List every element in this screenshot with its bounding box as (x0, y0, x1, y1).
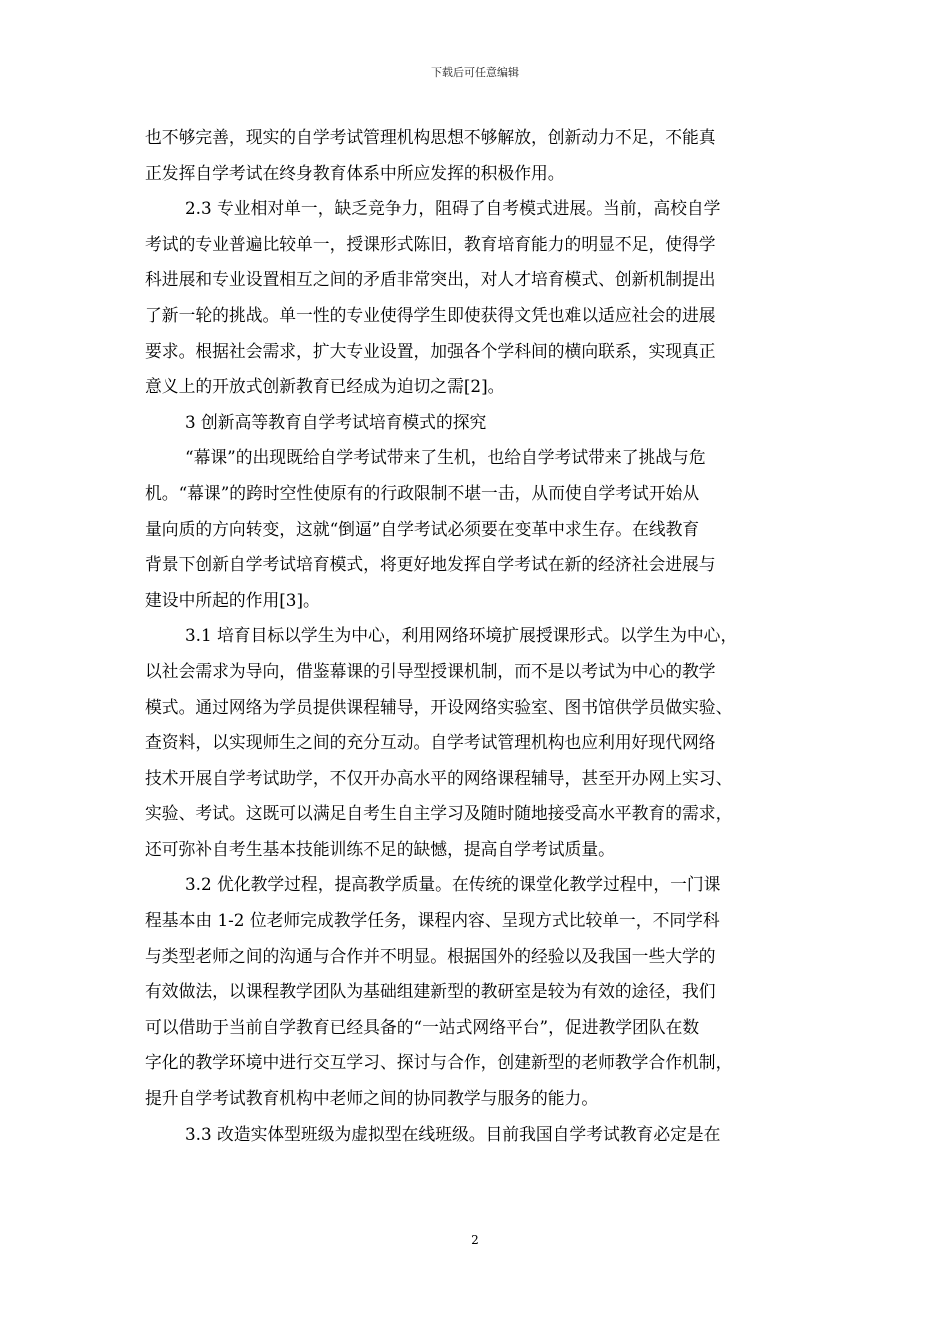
page-header: 下载后可任意编辑 (431, 66, 519, 79)
text-line: 也不够完善，现实的自学考试管理机构思想不够解放，创新动力不足，不能真 (145, 127, 716, 147)
text-line: 提升自学考试教育机构中老师之间的协同教学与服务的能力。 (145, 1088, 599, 1109)
text-line: 要求。根据社会需求，扩大专业设置，加强各个学科间的横向联系，实现真正 (145, 340, 716, 361)
document-body (145, 120, 817, 1152)
text-line: 还可弥补自考生基本技能训练不足的缺憾，提高自学考试质量。 (145, 838, 615, 859)
page-number: 2 (471, 1233, 479, 1247)
text-line: 2.3 专业相对单一，缺乏竞争力，阻碍了自考模式进展。当前，高校自学 (185, 198, 721, 219)
text-line: 可以借助于当前自学教育已经具备的“一站式网络平台”，促进教学团队在数 (145, 1016, 700, 1037)
text-line: 了新一轮的挑战。单一性的专业使得学生即使获得文凭也难以适应社会的进展 (145, 304, 716, 325)
text-line: 3.1 培育目标以学生为中心，利用网络环境扩展授课形式。以学生为中心， (185, 625, 738, 646)
text-line: 量向质的方向转变，这就“倒逼”自学考试必须要在变革中求生存。在线教育 (145, 518, 700, 539)
text-line: 与类型老师之间的沟通与合作并不明显。根据国外的经验以及我国一些大学的 (145, 945, 716, 966)
text-line: 建设中所起的作用[3]。 (145, 589, 320, 610)
text-line: 科进展和专业设置相互之间的矛盾非常突出，对人才培育模式、创新机制提出 (145, 269, 716, 290)
text-line: “幕课”的出现既给自学考试带来了生机，也给自学考试带来了挑战与危 (185, 447, 706, 468)
text-line: 程基本由 1-2 位老师完成教学任务，课程内容、呈现方式比较单一，不同学科 (145, 910, 720, 931)
text-line: 机。“幕课”的跨时空性使原有的行政限制不堪一击，从而使自学考试开始从 (145, 482, 700, 503)
text-line: 考试的专业普遍比较单一，授课形式陈旧，教育培育能力的明显不足，使得学 (145, 233, 716, 254)
text-line: 查资料，以实现师生之间的充分互动。自学考试管理机构也应利用好现代网络 (145, 732, 716, 753)
text-line: 模式。通过网络为学员提供课程辅导，开设网络实验室、图书馆供学员做实验、 (145, 696, 733, 717)
text-line: 有效做法，以课程教学团队为基础组建新型的教研室是较为有效的途径，我们 (145, 981, 716, 1002)
text-line: 意义上的开放式创新教育已经成为迫切之需[2]。 (145, 376, 505, 397)
text-line: 3.3 改造实体型班级为虚拟型在线班级。目前我国自学考试教育必定是在 (185, 1123, 721, 1144)
text-line: 3.2 优化教学过程，提高教学质量。在传统的课堂化教学过程中，一门课 (185, 874, 721, 895)
text-line: 字化的教学环境中进行交互学习、探讨与合作，创建新型的老师教学合作机制， (145, 1052, 733, 1073)
text-line: 实验、考试。这既可以满足自考生自主学习及随时随地接受高水平教育的需求， (145, 803, 733, 824)
section-heading: 3 创新高等教育自学考试培育模式的探究 (185, 411, 487, 432)
text-line: 正发挥自学考试在终身教育体系中所应发挥的积极作用。 (145, 162, 565, 183)
text-line: 以社会需求为导向，借鉴幕课的引导型授课机制，而不是以考试为中心的教学 (145, 660, 716, 681)
text-line: 背景下创新自学考试培育模式，将更好地发挥自学考试在新的经济社会进展与 (145, 554, 716, 575)
text-line: 技术开展自学考试助学，不仅开办高水平的网络课程辅导，甚至开办网上实习、 (145, 767, 733, 788)
